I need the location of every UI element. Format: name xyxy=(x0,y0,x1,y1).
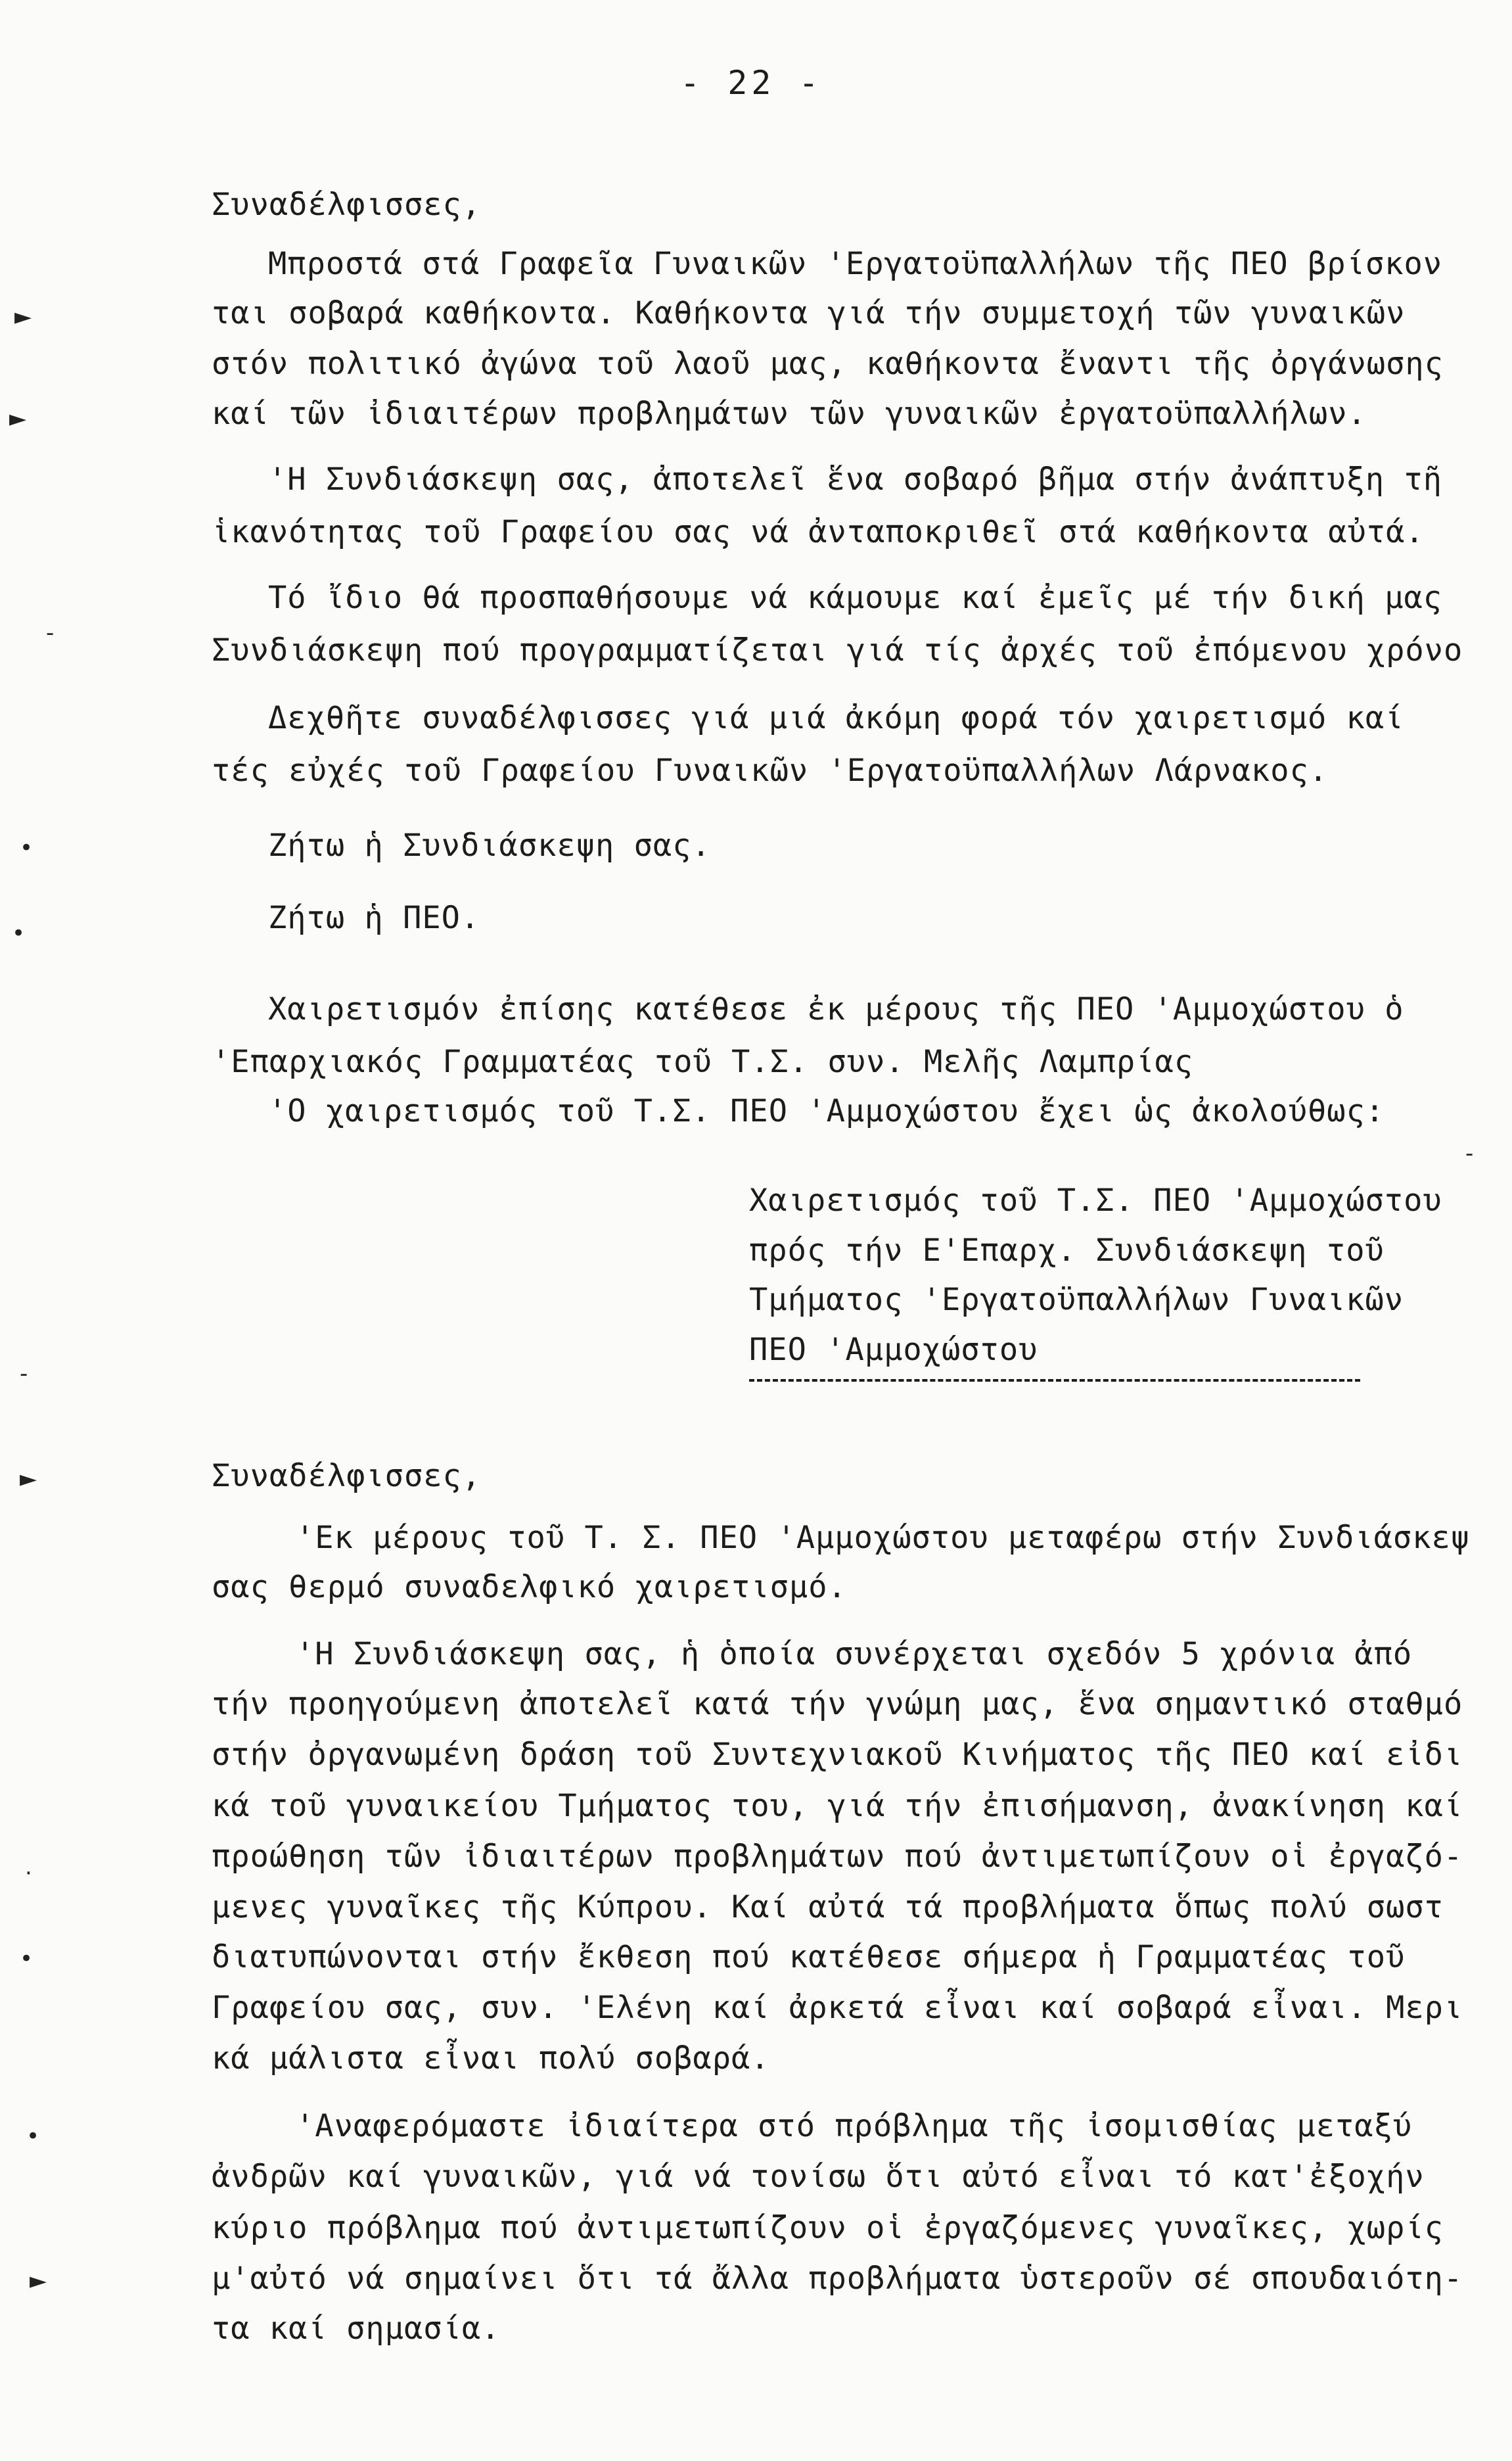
body-line: 'Αναφερόμαστε ἰδιαίτερα στό πρόβλημα τῆς ἰσομισθίας μεταξύ xyxy=(296,2108,1413,2144)
body-line: κά τοῦ γυναικείου Τμήματος του, γιά τήν ἐπισήμανση, ἀνακίνηση καί xyxy=(212,1788,1463,1824)
margin-arrow-mark: ► xyxy=(9,406,27,432)
heading-line: Χαιρετισμός τοῦ Τ.Σ. ΠΕΟ 'Αμμοχώστου xyxy=(749,1183,1442,1219)
body-line: Τό ἴδιο θά προσπαθήσουμε νά κάμουμε καί ἐμεῖς μέ τήν δική μας xyxy=(268,580,1443,616)
margin-dot-mark: • xyxy=(26,2123,40,2149)
margin-dot-mark: • xyxy=(20,1946,34,1972)
body-line: κά μάλιστα εἶναι πολύ σοβαρά. xyxy=(212,2040,770,2076)
intro-line: 'Επαρχιακός Γραμματέας τοῦ Τ.Σ. συν. Μελῆς Λαμπρίας xyxy=(212,1044,1194,1080)
margin-arrow-mark: ► xyxy=(20,1466,37,1492)
body-line: Μπροστά στά Γραφεῖα Γυναικῶν 'Εργατοϋπαλλήλων τῆς ΠΕΟ βρίσκον xyxy=(268,246,1443,282)
body-line: προώθηση τῶν ἰδιαιτέρων προβλημάτων πού ἀντιμετωπίζουν οἱ ἐργαζό- xyxy=(212,1839,1463,1875)
body-line: Γραφείου σας, συν. 'Ελένη καί ἀρκετά εἶναι καί σοβαρά εἶναι. Μερι xyxy=(212,1990,1463,2026)
heading-line: πρός τήν Ε'Επαρχ. Συνδιάσκεψη τοῦ xyxy=(749,1232,1385,1269)
body-line: 'Η Συνδιάσκεψη σας, ἡ ὁποία συνέρχεται σχεδόν 5 χρόνια ἀπό xyxy=(296,1636,1413,1672)
margin-arrow-mark: ► xyxy=(14,304,32,330)
body-line: 'Η Συνδιάσκεψη σας, ἀποτελεῖ ἕνα σοβαρό βῆμα στήν ἀνάπτυξη τῆ xyxy=(268,461,1443,498)
page-number: - 22 - xyxy=(680,64,823,102)
intro-line: Χαιρετισμόν ἐπίσης κατέθεσε ἐκ μέρους τῆς ΠΕΟ 'Αμμοχώστου ὁ xyxy=(268,991,1404,1027)
body-line: σας θερμό συναδελφικό χαιρετισμό. xyxy=(212,1569,847,1605)
body-line: διατυπώνονται στήν ἔκθεση πού κατέθεσε σήμερα ἡ Γραμματέας τοῦ xyxy=(212,1939,1406,1975)
body-line: τές εὐχές τοῦ Γραφείου Γυναικῶν 'Εργατοϋπαλλήλων Λάρνακος. xyxy=(212,753,1329,789)
body-line: καί τῶν ἰδιαιτέρων προβλημάτων τῶν γυναικῶν ἐργατοϋπαλλήλων. xyxy=(212,396,1367,432)
margin-dot-mark: · xyxy=(25,1860,32,1887)
body-line: ἀνδρῶν καί γυναικῶν, γιά νά τονίσω ὅτι αὐτό εἶναι τό κατ'ἐξοχήν xyxy=(212,2159,1425,2195)
heading-line: Τμήματος 'Εργατοϋπαλλήλων Γυναικῶν xyxy=(749,1282,1404,1318)
intro-line: 'Ο χαιρετισμός τοῦ Τ.Σ. ΠΕΟ 'Αμμοχώστου ἔχει ὡς ἀκολούθως: xyxy=(268,1093,1385,1129)
body-line: Δεχθῆτε συναδέλφισσες γιά μιά ἀκόμη φορά τόν χαιρετισμό καί xyxy=(268,700,1404,736)
body-line: τα καί σημασία. xyxy=(212,2310,501,2347)
body-line: τήν προηγούμενη ἀποτελεῖ κατά τήν γνώμη μας, ἕνα σημαντικό σταθμό xyxy=(212,1686,1463,1722)
body-line: ται σοβαρά καθήκοντα. Καθήκοντα γιά τήν συμμετοχή τῶν γυναικῶν xyxy=(212,295,1406,331)
body-line: μ'αὐτό νά σημαίνει ὅτι τά ἄλλα προβλήματα ὑστεροῦν σέ σπουδαιότη- xyxy=(212,2261,1463,2297)
margin-dash-mark: - xyxy=(1465,1140,1474,1167)
body-line: Συνδιάσκεψη πού προγραμματίζεται γιά τίς ἀρχές τοῦ ἐπόμενου χρόνο xyxy=(212,632,1463,668)
dashed-underline xyxy=(749,1379,1360,1382)
slogan: Ζήτω ἡ Συνδιάσκεψη σας. xyxy=(268,828,711,864)
margin-arrow-mark: ► xyxy=(30,2268,47,2294)
slogan: Ζήτω ἡ ΠΕΟ. xyxy=(268,900,480,936)
body-line: στήν ὀργανωμένη δράση τοῦ Συντεχνιακοῦ Κινήματος τῆς ΠΕΟ καί εἰδι xyxy=(212,1737,1463,1773)
body-line: κύριο πρόβλημα πού ἀντιμετωπίζουν οἱ ἐργαζόμενες γυναῖκες, χωρίς xyxy=(212,2210,1444,2246)
salutation: Συναδέλφισσες, xyxy=(212,1458,482,1494)
heading-line: ΠΕΟ 'Αμμοχώστου xyxy=(749,1332,1038,1368)
margin-dot-mark: • xyxy=(20,835,34,861)
margin-dash-mark: - xyxy=(20,1361,28,1387)
body-line: 'Εκ μέρους τοῦ Τ. Σ. ΠΕΟ 'Αμμοχώστου μεταφέρω στήν Συνδιάσκεψ xyxy=(296,1520,1471,1556)
margin-dot-mark: • xyxy=(12,920,26,947)
margin-dash-mark: - xyxy=(46,620,55,646)
body-line: μενες γυναῖκες τῆς Κύπρου. Καί αὐτά τά προβλήματα ὅπως πολύ σωστ xyxy=(212,1889,1444,1925)
salutation: Συναδέλφισσες, xyxy=(212,187,482,223)
body-line: ἱκανότητας τοῦ Γραφείου σας νά ἀνταποκριθεῖ στά καθήκοντα αὐτά. xyxy=(212,514,1425,550)
body-line: στόν πολιτικό ἀγώνα τοῦ λαοῦ μας, καθήκοντα ἔναντι τῆς ὀργάνωσης xyxy=(212,346,1444,382)
